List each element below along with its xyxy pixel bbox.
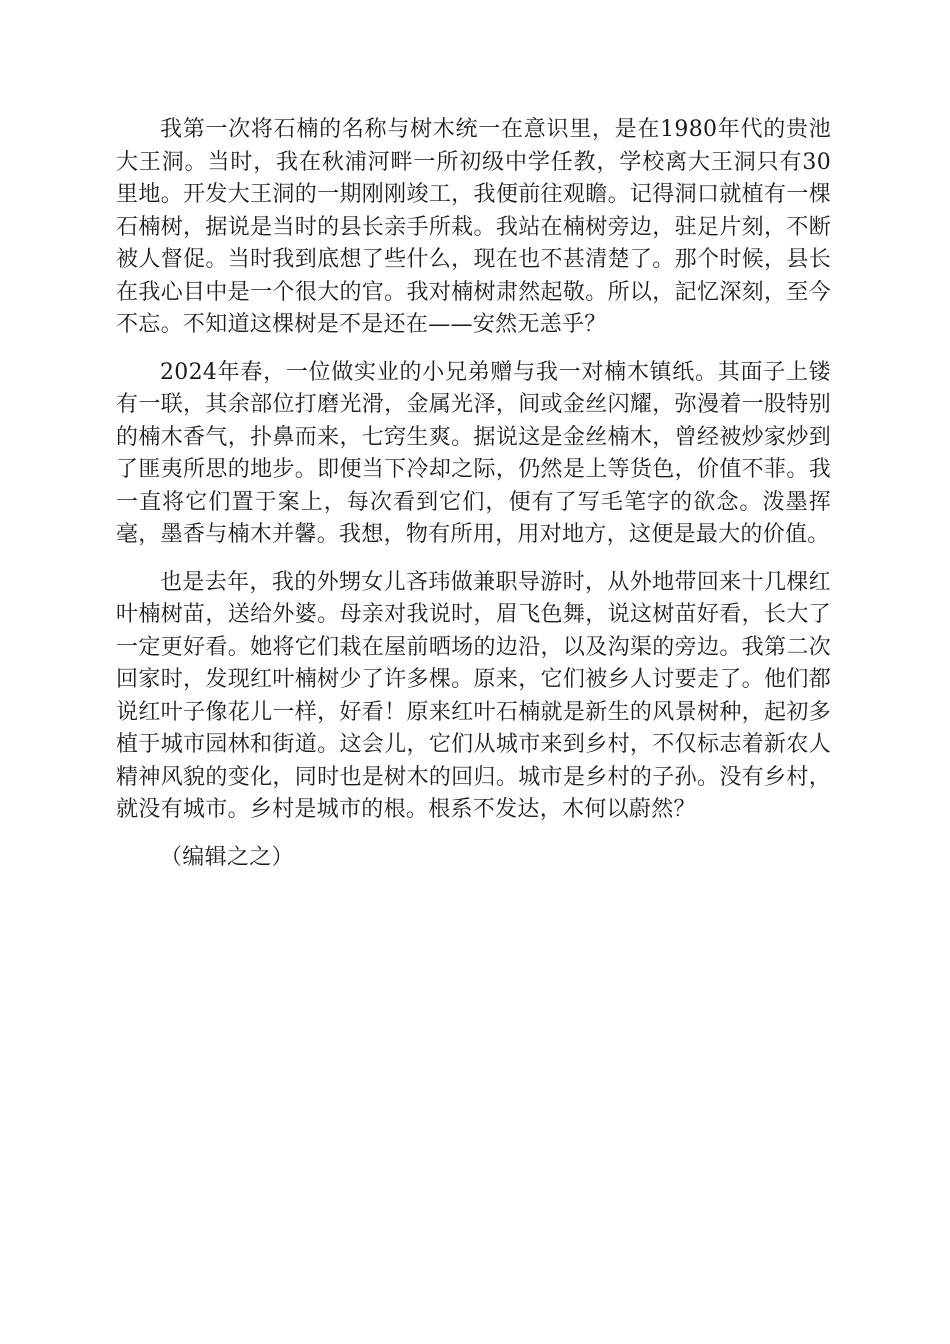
editor-signoff: （编辑之之）: [160, 844, 294, 870]
article-body: [116, 114, 831, 874]
paragraph-1: 我第一次将石楠的名称与树木统一在意识里，是在1980年代的贵池大王洞。当时，我在秋浦河畔一所初级中学任教，学校离大王洞只有30里地。开发大王洞的一期刚刚竣工，我便前往观瞻。记得洞口就植有一棵石楠树，据说是当时的县长亲手所栽。我站在楠树旁边，驻足片刻，不断被人督促。当时我到底想了些什么，现在也不甚清楚了。那个时候，县长在我心目中是一个很大的官。我对楠树肃然起敬。所以，記忆深刻，至今不忘。不知道这棵树是不是还在——安然无恙乎？: [116, 117, 831, 337]
paragraph-3: 也是去年，我的外甥女儿吝玮做兼职导游时，从外地带回来十几棵红叶楠树苗，送给外婆。母亲对我说时，眉飞色舞，说这树苗好看，长大了一定更好看。她将它们栽在屋前晒场的边沿，以及沟渠的旁边。我第二次回家时，发现红叶楠树少了许多棵。原来，它们被乡人讨要走了。他们都说红叶子像花儿一样，好看！原来红叶石楠就是新生的风景树种，起初多植于城市园林和街道。这会儿，它们从城市来到乡村，不仅标志着新农人精神风貌的变化，同时也是树木的回归。城市是乡村的子孙。没有乡村，就没有城市。乡村是城市的根。根系不发达，木何以蔚然？: [116, 569, 831, 822]
paragraph-2: 2024年春，一位做实业的小兄弟赠与我一对楠木镇纸。其面子上镂有一联，其余部位打磨光滑，金属光泽，间或金丝闪耀，弥漫着一股特别的楠木香气，扑鼻而来，七窍生爽。据说这是金丝楠木，曾经被炒家炒到了匪夷所思的地步。即便当下冷却之际，仍然是上等货色，价值不菲。我一直将它们置于案上，每次看到它们，便有了写毛笔字的欲念。泼墨挥毫，墨香与楠木并馨。我想，物有所用，用对地方，这便是最大的价值。: [116, 359, 831, 547]
